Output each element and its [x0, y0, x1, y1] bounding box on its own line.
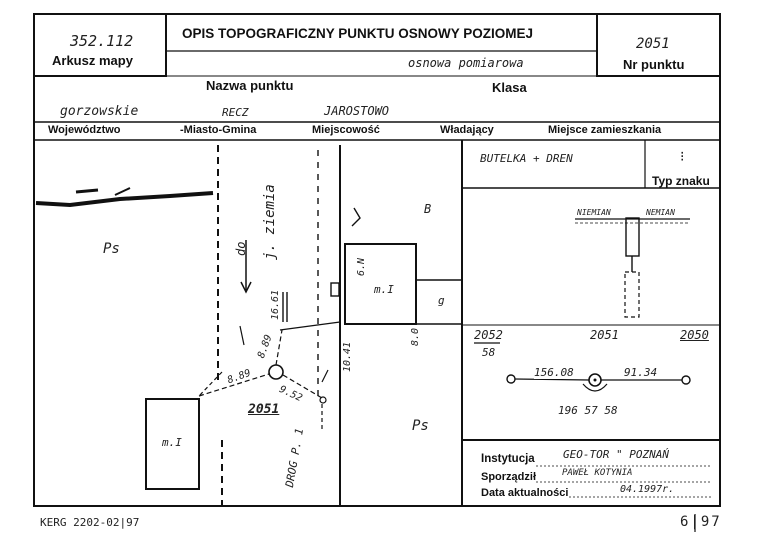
form-code: KERG 2202-02|97: [40, 516, 140, 529]
author-value: PAWEŁ KOTYNIA: [562, 468, 633, 478]
distance-left: 156.08: [534, 366, 574, 379]
class-value: osnowa pomiarowa: [408, 56, 524, 70]
left-point-sub: 58: [482, 346, 496, 359]
date-value: 04.1997r.: [620, 484, 675, 495]
municipality-value: RECZ: [222, 106, 249, 119]
mark-description: BUTELKA + DREN: [480, 152, 573, 165]
sketch-point-label: 2051: [248, 402, 280, 417]
road-surface-label: j. ziemia: [262, 184, 278, 260]
sheet-number: 352.112: [70, 32, 134, 50]
building-label: m.I: [162, 436, 182, 449]
letter-b: B: [424, 202, 432, 216]
locality-value: JAROSTOWO: [324, 104, 390, 118]
dimension-label: 8.89: [256, 333, 275, 360]
mark-type-glyph: ⁝: [680, 148, 685, 164]
angle-value: 196 57 58: [558, 404, 618, 417]
dimension-label: 8.0: [410, 327, 421, 346]
left-point-number: 2052: [474, 328, 503, 342]
class-label: Klasa: [492, 80, 527, 95]
dimension-label: 9.52: [277, 384, 304, 405]
land-use-label: Ps: [412, 418, 429, 434]
form-title: OPIS TOPOGRAFICZNY PUNKTU OSNOWY POZIOMEJ: [182, 26, 534, 41]
institution-label: Instytucja: [481, 453, 535, 465]
distance-right: 91.34: [624, 366, 658, 379]
voivodeship-label: Województwo: [48, 124, 121, 136]
dimension-label: 10.41: [342, 341, 353, 372]
residence-label: Miejsce zamieszkania: [548, 124, 662, 136]
annex-label: g: [438, 294, 445, 307]
point-number: 2051: [636, 36, 670, 52]
arrow-label: do: [234, 241, 248, 256]
center-point-number: 2051: [590, 328, 619, 342]
page-ref: 6|97: [680, 514, 722, 530]
owner-label: Władający: [440, 124, 494, 136]
surface-label-right: NEMIAN: [646, 208, 675, 217]
mark-type-label: Typ znaku: [652, 174, 710, 188]
dimension-label: 6.N: [356, 257, 367, 276]
point-number-label: Nr punktu: [623, 57, 685, 72]
institution-value: GEO-TOR " POZNAŃ: [563, 448, 669, 461]
author-label: Sporządził: [481, 471, 537, 483]
municipality-label: -Miasto-Gmina: [180, 124, 257, 136]
dimension-label: 16.61: [270, 289, 281, 320]
building-label: m.I: [374, 283, 394, 296]
surface-label-left: NIEMIAN: [577, 208, 611, 217]
right-point-number: 2050: [680, 328, 709, 342]
voivodeship-value: gorzowskie: [60, 104, 139, 119]
road-number-label: DROG P. 1: [283, 427, 307, 489]
dimension-label: 8.89: [226, 367, 253, 387]
date-label: Data aktualności: [481, 487, 569, 499]
point-name-label: Nazwa punktu: [206, 78, 294, 93]
locality-label: Miejscowość: [312, 124, 380, 136]
sheet-label: Arkusz mapy: [52, 53, 133, 68]
land-use-label: Ps: [103, 241, 120, 257]
